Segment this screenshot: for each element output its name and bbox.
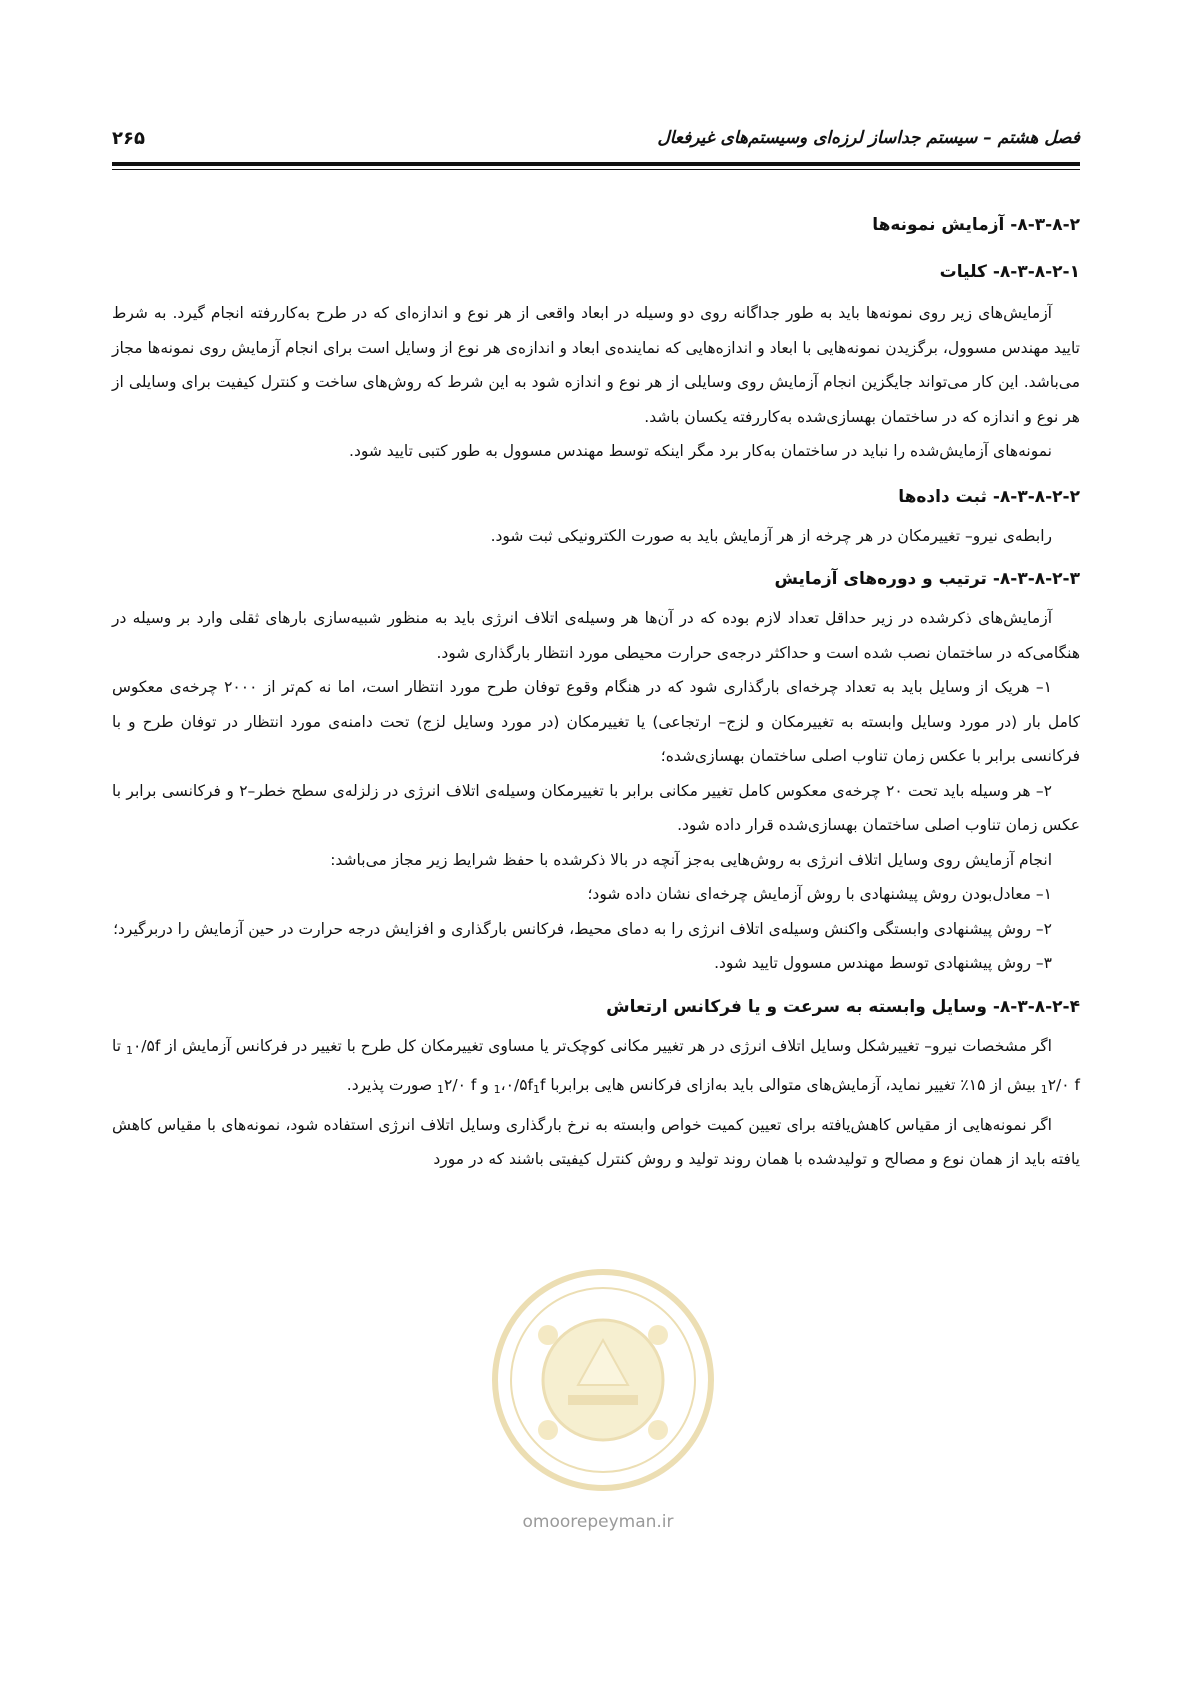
subsection-heading-test-sequence: ۸-۳-۸-۲-۳- ترتیب و دوره‌های آزمایش	[774, 569, 1080, 589]
watermark-seal-icon	[488, 1265, 718, 1495]
paragraph-condition-3: ۳– روش پیشنهادی توسط مهندس مسوول تایید شود.	[714, 954, 1052, 972]
subsection-heading-general: ۸-۳-۸-۲-۱- کلیات	[939, 262, 1080, 282]
paragraph-condition-2: ۲– روش پیشنهادی وابستگی واکنش وسیله‌ی اتلاف انرژی را به دمای محیط، فرکانس بارگذاری و افزایش درجه حرارت در حین آزمایش را دربرگیرد؛	[113, 919, 1052, 938]
page-number: ۲۶۵	[112, 128, 145, 149]
paragraph-item-2: ۲– هر وسیله باید تحت ۲۰ چرخه‌ی معکوس کامل تغییر مکانی برابر با تغییرمکان وسیله‌ی اتلاف انرژی در زلزله‌ی سطح خطر–۲ و فرکانسی برابر با عکس زمان تناوب اصلی ساختمان بهسازی‌شده قرار داده شود.	[112, 781, 1080, 834]
subscript-1: 1	[437, 1083, 445, 1096]
paragraph-reduced-scale: اگر نمونه‌هایی از مقیاس کاهش‌یافته برای تعیین کمیت خواص وابسته به نرخ بارگذاری وسایل اتلاف انرژی استفاده شود، نمونه‌های با مقیاس کاهش یافته باید از همان نوع و مصالح و تولیدشده با همان روند تولید و روش کنترل کیفیتی باشند که در مورد	[112, 1115, 1080, 1168]
subscript-1: 1	[493, 1083, 501, 1096]
paragraph-data-recording: رابطه‌ی نیرو– تغییرمکان در هر چرخه از هر آزمایش باید به صورت الکترونیکی ثبت شود.	[490, 526, 1052, 545]
paragraph-general: آزمایش‌های زیر روی نمونه‌ها باید به طور جداگانه روی دو وسیله در ابعاد واقعی از هر نوع و اندازه‌ای که در طرح به‌کاررفته انجام گیرد. به شرط تایید مهندس مسوول، برگزیدن نمونه‌هایی با ابعاد و اندازه‌هایی که نماینده‌ی ابعاد و اندازه‌ی هر نوع از وسایل است برای انجام آزمایش روی نمونه‌ها مجاز می‌باشد. این کار می‌تواند جایگزین انجام آزمایش روی وسایلی از هر نوع و اندازه شود به این شرط که روش‌های ساخت و کنترل کیفیت برای وسایلی از هر نوع و اندازه که در ساختمان بهسازی‌شده به‌کاررفته یکسان باشد.	[112, 304, 1080, 426]
subscript-1: 1	[125, 1043, 133, 1057]
paragraph-item-1: ۱– هریک از وسایل باید به تعداد چرخه‌ای بارگذاری شود که در هنگام وقوع توفان طرح مورد انتظار است، اما نه کم‌تر از ۲۰۰۰ چرخه‌ی معکوس کامل بار (در مورد وسایل وابسته به تغییرمکان و لزج– ارتجاعی) یا تغییرمکان (در مورد وسایل لزج) تحت دامنه‌ی مورد انتظار در توفان طرح و با فرکانسی برابر با عکس زمان تناوب اصلی ساختمان بهسازی‌شده؛	[112, 678, 1080, 765]
page-body	[112, 215, 1080, 1177]
paragraph-alternative-methods: انجام آزمایش روی وسایل اتلاف انرژی به روش‌هایی به‌جز آنچه در بالا ذکرشده با حفظ شرایط زیر مجاز می‌باشد:	[330, 850, 1052, 869]
paragraph-test-sequence-intro: آزمایش‌های ذکرشده در زیر حداقل تعداد لازم بوده که در آن‌ها هر وسیله‌ی اتلاف انرژی باید به منظور شبیه‌سازی بارهای ثقلی وارد بر وسیله در هنگامی‌که در ساختمان نصب شده است و حداکثر درجه‌ی حرارت محیطی مورد انتظار بارگذاری شود.	[112, 609, 1080, 662]
subsection-heading-data-recording: ۸-۳-۸-۲-۲- ثبت داده‌ها	[898, 486, 1080, 507]
subsection-heading-velocity-dependent: ۸-۳-۸-۲-۴- وسایل وابسته به سرعت و یا فرکانس ارتعاش	[606, 996, 1080, 1017]
section-heading: ۸-۳-۸-۲- آزمایش نمونه‌ها	[872, 215, 1080, 235]
watermark-text: omoorepeyman.ir	[522, 1512, 674, 1532]
chapter-title: فصل هشتم – سیستم جداساز لرزه‌ای وسیستم‌های غیرفعال	[657, 128, 1080, 148]
paragraph-tested-specimens: نمونه‌های آزمایش‌شده را نباید در ساختمان به‌کار برد مگر اینکه توسط مهندس مسوول به طور کتبی تایید شود.	[349, 442, 1052, 460]
subscript-1: 1	[1040, 1083, 1048, 1096]
page-header	[112, 128, 1080, 156]
paragraph-frequency-tests: اگر مشخصات نیرو– تغییرشکل وسایل اتلاف انرژی در هر تغییر مکانی کوچک‌تر یا مساوی تغییرمکان کل طرح با تغییر در فرکانس آزمایش از $۰/۵f_1$ تا ۲/۰ $f_1$ بیش از ۱۵٪ تغییر نماید، آزمایش‌های متوالی باید به‌ازای فرکانس هایی برابربا $f_1،۰/۵f_1$ و ۲/۰ $f_1$ صورت پذیرد.	[112, 1036, 1080, 1096]
header-rule-thin	[112, 169, 1080, 170]
header-rule-thick	[112, 162, 1080, 166]
subscript-1: 1	[532, 1083, 540, 1096]
paragraph-condition-1: ۱– معادل‌بودن روش پیشنهادی با روش آزمایش چرخه‌ای نشان داده شود؛	[587, 885, 1052, 903]
